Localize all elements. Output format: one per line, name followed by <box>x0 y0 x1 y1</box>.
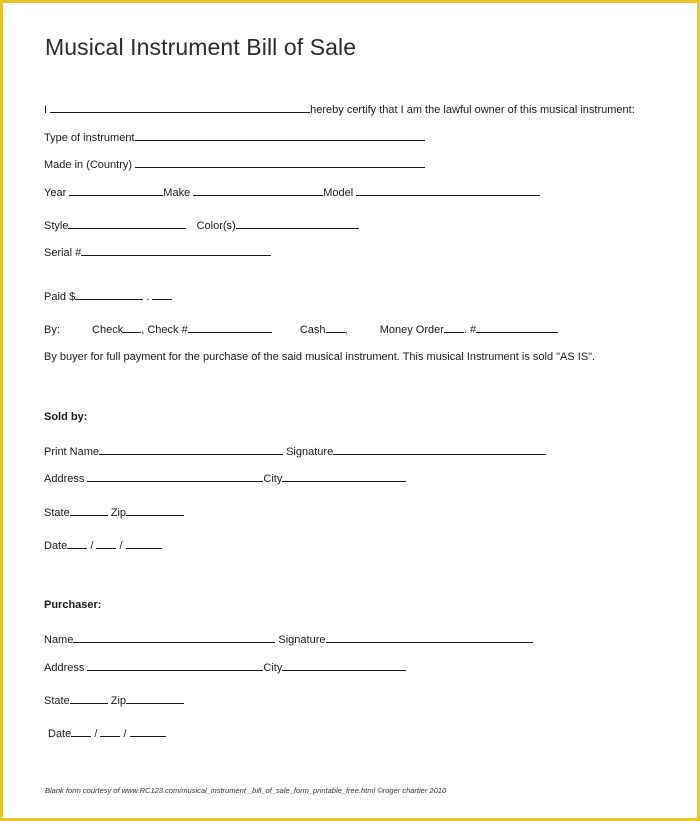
purchaser-name-field[interactable] <box>73 632 275 643</box>
page-title: Musical Instrument Bill of Sale <box>45 34 357 60</box>
make-label: Make <box>163 187 191 199</box>
seller-zip-field[interactable] <box>126 505 184 516</box>
cash-label: Cash <box>299 324 326 336</box>
seller-date-sep-2: / <box>119 540 123 552</box>
seller-date-label: Date <box>44 540 68 552</box>
money-order-number-field[interactable] <box>476 322 558 333</box>
purchaser-date-sep-1: / <box>94 728 98 740</box>
country-row <box>44 157 425 172</box>
seller-address-row <box>44 471 406 486</box>
serial-row <box>44 245 271 260</box>
type-field[interactable] <box>135 130 425 141</box>
check-label: Check <box>92 324 124 336</box>
model-field[interactable] <box>356 185 540 196</box>
seller-date-year-field[interactable] <box>126 538 162 549</box>
purchaser-signature-label: Signature <box>278 634 326 646</box>
owner-name-field[interactable] <box>50 102 310 113</box>
purchaser-city-label: City <box>263 662 283 674</box>
cash-field[interactable] <box>326 322 345 333</box>
money-order-field[interactable] <box>444 322 464 333</box>
money-order-hash: . # <box>463 324 477 336</box>
purchaser-name-label: Name <box>44 634 74 646</box>
purchaser-state-row <box>44 693 184 708</box>
purchaser-date-month-field[interactable] <box>71 726 91 737</box>
serial-field[interactable] <box>81 245 271 256</box>
purchaser-heading: Purchaser: <box>44 599 102 611</box>
seller-date-month-field[interactable] <box>67 538 87 549</box>
seller-name-field[interactable] <box>99 444 283 455</box>
paid-row <box>44 289 172 304</box>
seller-name-label: Print Name <box>44 446 100 458</box>
seller-city-label: City <box>263 473 283 485</box>
year-make-model-row <box>44 185 540 200</box>
paid-label: Paid $ <box>44 291 76 303</box>
purchaser-state-label: State <box>44 695 70 707</box>
style-field[interactable] <box>68 218 186 229</box>
purchaser-date-row <box>48 726 166 741</box>
footer-credit: Blank form courtesy of www.RC123.com/musical_instrument _bill_of_sale_form_printable_free.html ©roger chartier 2010 <box>45 786 447 795</box>
color-field[interactable] <box>236 218 359 229</box>
payment-method-row: By: Check , Check # Cash , Money Order . # <box>44 322 558 337</box>
purchaser-address-row <box>44 660 406 675</box>
seller-city-field[interactable] <box>282 471 406 482</box>
type-row <box>44 130 425 145</box>
seller-date-sep-1: / <box>90 540 94 552</box>
purchaser-date-label: Date <box>48 728 72 740</box>
check-number-field[interactable] <box>188 322 272 333</box>
purchaser-address-field[interactable] <box>87 660 263 671</box>
purchaser-date-day-field[interactable] <box>100 726 120 737</box>
certify-prefix: I <box>44 104 48 116</box>
country-label: Made in (Country) <box>44 159 133 171</box>
by-label: By: <box>44 324 60 336</box>
check-no-label: , Check # <box>141 324 188 336</box>
seller-heading: Sold by: <box>44 411 88 423</box>
certify-suffix: hereby certify that I am the lawful owner of this musical instrument: <box>310 104 635 116</box>
color-label: Color(s) <box>196 220 236 232</box>
purchaser-signature-field[interactable] <box>326 632 533 643</box>
certify-line <box>44 102 635 117</box>
year-field[interactable] <box>69 185 163 196</box>
seller-zip-label: Zip <box>110 507 127 519</box>
make-field[interactable] <box>193 185 323 196</box>
seller-signature-field[interactable] <box>333 444 546 455</box>
seller-date-day-field[interactable] <box>96 538 116 549</box>
purchaser-date-year-field[interactable] <box>130 726 166 737</box>
seller-state-label: State <box>44 507 70 519</box>
money-order-label: Money Order <box>379 324 444 336</box>
paid-sep: . <box>146 291 150 303</box>
as-is-statement: By buyer for full payment for the purchase of the said musical instrument. This musical Instrument is sold "AS IS". <box>44 351 596 363</box>
serial-label: Serial # <box>44 247 82 259</box>
purchaser-date-sep-2: / <box>123 728 127 740</box>
country-field[interactable] <box>135 157 425 168</box>
seller-address-field[interactable] <box>87 471 263 482</box>
purchaser-state-field[interactable] <box>70 693 108 704</box>
type-label: Type of instrument <box>44 132 135 144</box>
purchaser-zip-label: Zip <box>110 695 127 707</box>
paid-dollars-field[interactable] <box>75 289 143 300</box>
year-label: Year <box>44 187 67 199</box>
seller-address-label: Address <box>44 473 85 485</box>
purchaser-address-label: Address <box>44 662 85 674</box>
style-label: Style <box>44 220 69 232</box>
seller-state-field[interactable] <box>70 505 108 516</box>
check-field[interactable] <box>123 322 141 333</box>
model-label: Model <box>323 187 354 199</box>
seller-signature-label: Signature <box>286 446 334 458</box>
seller-date-row <box>44 538 162 553</box>
seller-name-row <box>44 444 546 459</box>
purchaser-name-row <box>44 632 533 647</box>
style-color-row <box>44 218 359 233</box>
purchaser-zip-field[interactable] <box>126 693 184 704</box>
purchaser-city-field[interactable] <box>282 660 406 671</box>
seller-state-row <box>44 505 184 520</box>
paid-cents-field[interactable] <box>152 289 172 300</box>
